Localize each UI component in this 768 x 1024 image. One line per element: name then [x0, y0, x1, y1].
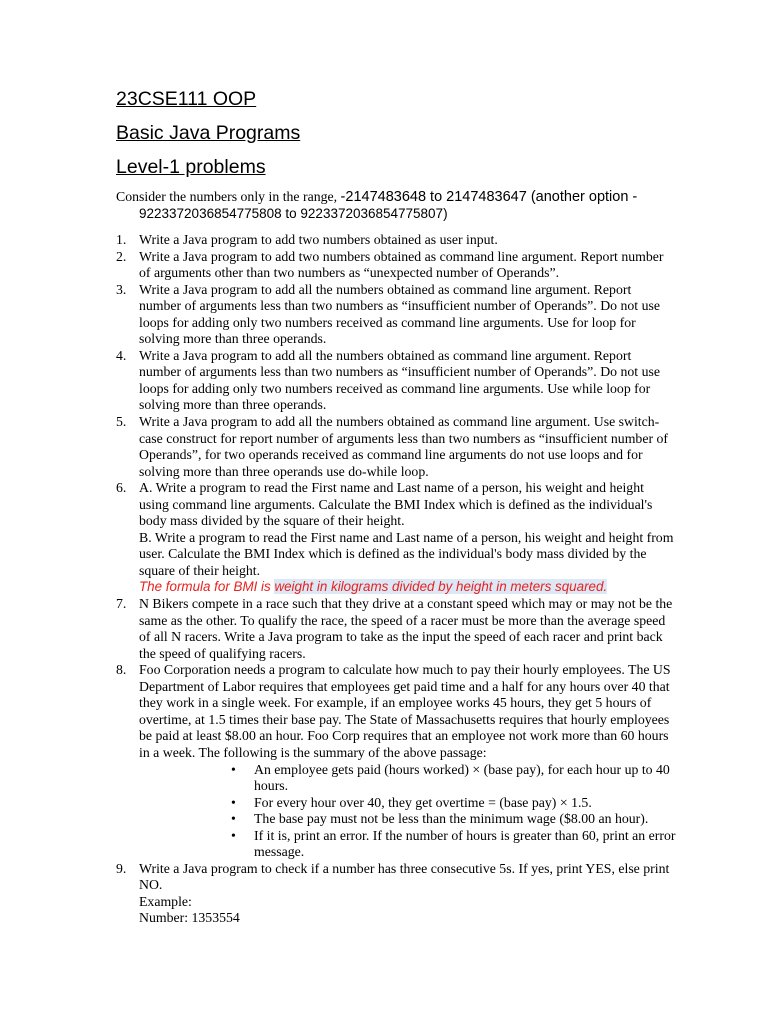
problem-number: 7. [116, 596, 127, 612]
bmi-part-a: A. Write a program to read the First name and Last name of a person, his weight and height using command line arguments. Calculate the BMI Index which is defined as the individual's body mass divided by the square of their height. [139, 480, 653, 529]
problem-number: 4. [116, 347, 127, 363]
problem-item-bmi [116, 480, 676, 596]
bullet-text: If it is, print an error. If the number of hours is greater than 60, print an error message. [254, 827, 676, 860]
problem-number: 6. [116, 480, 127, 496]
bullet-text: For every hour over 40, they get overtime = (base pay) × 1.5. [254, 794, 592, 810]
problem-item [116, 348, 676, 414]
problem-item-payroll [116, 662, 676, 861]
bullet-icon: • [231, 827, 236, 843]
intro-text: Consider the numbers only in the range, [116, 189, 341, 204]
intro-paragraph [116, 189, 676, 222]
example-label: Example: [139, 893, 192, 909]
bullet-text: An employee gets paid (hours worked) × (base pay), for each hour up to 40 hours. [254, 761, 670, 794]
problem-number: 9. [116, 860, 127, 876]
bullet-item [231, 811, 676, 828]
problem-text: Write a Java program to check if a number has three consecutive 5s. If yes, print YES, else print NO. [139, 860, 670, 893]
problem-item [116, 249, 676, 282]
problem-item [116, 282, 676, 348]
intro-range-continued: 9223372036854775808 to 9223372036854775807) [139, 205, 448, 221]
problem-list [116, 232, 676, 927]
bullet-item [231, 762, 676, 795]
problem-text: Write a Java program to add two numbers obtained as user input. [139, 232, 498, 247]
bullet-icon: • [231, 761, 236, 777]
bmi-formula-prefix: The formula for BMI is [139, 579, 275, 595]
problem-text: N Bikers compete in a race such that they drive at a constant speed which may or may not be the same as the other. To qualify the race, the speed of a racer must be more than the average speed of all N racers. Write a Java program to take as the input the speed of each racer and print back the speed of qualifying racers. [139, 596, 673, 661]
bullet-icon: • [231, 811, 236, 827]
problem-item [116, 861, 676, 927]
problem-number: 2. [116, 248, 127, 264]
bullet-icon: • [231, 794, 236, 810]
intro-range: -2147483648 to 2147483647 (another option - [340, 189, 638, 205]
problem-text: Foo Corporation needs a program to calculate how much to pay their hourly employees. The US Department of Labor requires that employees get paid time and a half for any hours over 40 that they work in a single week. For example, if an employee works 45 hours, they get 5 hours of overtime, at 1.5 times their base pay. The State of Massachusetts requires that hourly employees be paid at least $8.00 an hour. Foo Corp requires that an employee not work more than 60 hours in a week. The following is the summary of the above passage: [139, 662, 671, 760]
bullet-item [231, 828, 676, 861]
bmi-part-b: B. Write a program to read the First name and Last name of a person, his weight and height from user. Calculate the BMI Index which is defined as the individual's body mass divided by the square of their height. [139, 529, 674, 578]
problem-number: 8. [116, 662, 127, 678]
problem-text: Write a Java program to add all the numbers obtained as command line argument. Report number of arguments less than two numbers as “insufficient number of Operands”. Do not use loops for adding only two numbers received as command line arguments. Use while loop for solving more than three operands. [139, 347, 660, 413]
bullet-item [231, 795, 676, 812]
problem-item [116, 414, 676, 480]
problem-number: 1. [116, 232, 127, 247]
course-heading: 23CSE111 OOP [116, 88, 257, 110]
problem-text: Write a Java program to add all the numbers obtained as command line argument. Report number of arguments less than two numbers as “insufficient number of Operands”. Do not use loops for adding only two numbers received as command line arguments. Use for loop for solving more than three operands. [139, 281, 660, 347]
bullet-text: The base pay must not be less than the minimum wage ($8.00 an hour). [254, 811, 649, 827]
payroll-summary-list [139, 762, 676, 861]
problem-text: Write a Java program to add two numbers obtained as command line argument. Report number of arguments other than two numbers as “unexpected number of Operands”. [139, 248, 664, 281]
problem-text: Write a Java program to add all the numbers obtained as command line argument. Use switch-case construct for report number of arguments less than two numbers as “insufficient number of Operands”, for two operands received as command line arguments do not use loops and for solving more than three operands use do-while loop. [139, 414, 668, 479]
problem-number: 5. [116, 414, 127, 430]
problem-number: 3. [116, 281, 127, 297]
bmi-formula-highlight: weight in kilograms divided by height in meters squared. [274, 579, 608, 595]
level-heading: Level-1 problems [116, 156, 266, 178]
example-number: Number: 1353554 [139, 910, 240, 926]
bmi-formula [139, 579, 676, 596]
document-title: Basic Java Programs [116, 122, 301, 144]
problem-item [116, 596, 676, 662]
problem-item [116, 232, 676, 249]
